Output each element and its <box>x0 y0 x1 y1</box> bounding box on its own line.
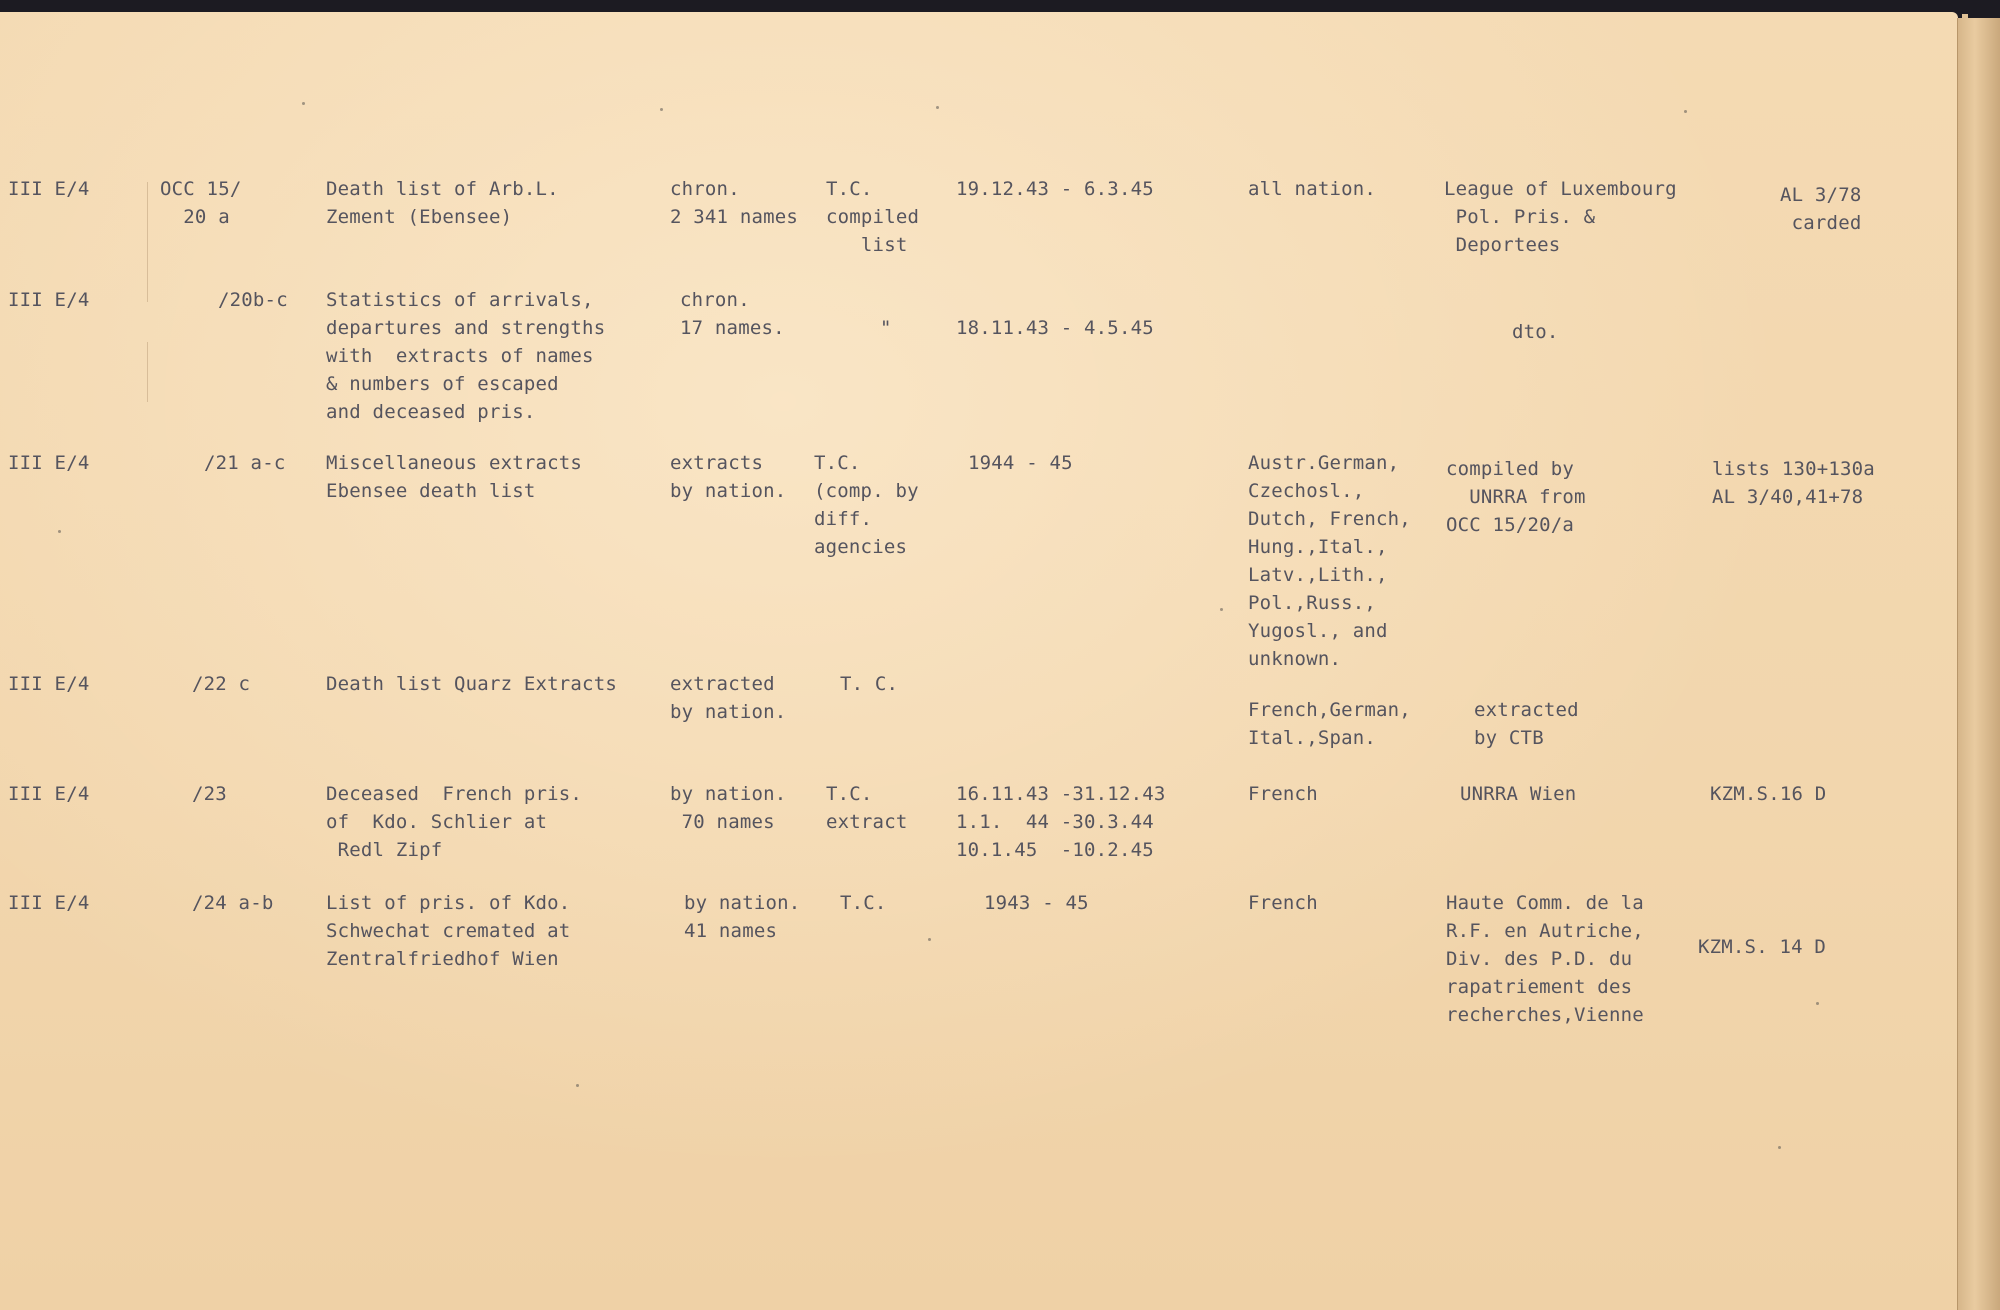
remarks-cell: KZM.S. 14 D <box>1698 936 1827 958</box>
paper-speck <box>1684 110 1687 113</box>
nationality-cell: French <box>1248 892 1318 914</box>
nationality-cell: French,German, Ital.,Span. <box>1248 699 1411 749</box>
paper-speck <box>576 1084 579 1087</box>
nationality-cell: French <box>1248 783 1318 805</box>
number-cell: /23 <box>192 783 227 805</box>
number-cell: /20b-c <box>218 289 288 311</box>
number-cell: /24 a-b <box>192 892 274 914</box>
paper-speck <box>936 106 939 109</box>
ledger-page <box>0 12 1958 1310</box>
remarks-cell: AL 3/78 carded <box>1780 184 1862 234</box>
ref-cell: III E/4 <box>8 178 90 200</box>
description-cell: Death list of Arb.L. Zement (Ebensee) <box>326 178 559 228</box>
arrangement-cell: by nation. 41 names <box>684 892 801 942</box>
type-cell: T.C. compiled list <box>826 178 920 256</box>
remarks-cell: lists 130+130a AL 3/40,41+78 <box>1712 458 1875 508</box>
paper-speck <box>1778 1146 1781 1149</box>
ref-cell: III E/4 <box>8 289 90 311</box>
paper-speck <box>1816 1002 1819 1005</box>
description-cell: Deceased French pris. of Kdo. Schlier at Redl Zipf <box>326 783 583 861</box>
page-stack-edge <box>1957 18 2000 1310</box>
dates-cell: 1943 - 45 <box>984 892 1089 914</box>
description-cell: Statistics of arrivals, departures and strengths with extracts of names & numbers of escaped and deceased pris. <box>326 289 606 423</box>
dates-cell: 1944 - 45 <box>968 452 1073 474</box>
column-rule <box>147 182 148 302</box>
source-cell: UNRRA Wien <box>1460 783 1577 805</box>
ref-cell: III E/4 <box>8 673 90 695</box>
type-cell: T.C. <box>840 892 887 914</box>
source-cell: League of Luxembourg Pol. Pris. & Deportees <box>1444 178 1677 256</box>
type-cell: T. C. <box>840 673 899 695</box>
dates-cell: 16.11.43 -31.12.43 1.1. 44 -30.3.44 10.1.45 -10.2.45 <box>956 783 1166 861</box>
arrangement-cell: chron. 2 341 names <box>670 178 799 228</box>
description-cell: List of pris. of Kdo. Schwechat cremated at Zentralfriedhof Wien <box>326 892 571 970</box>
type-cell: " <box>880 317 892 339</box>
arrangement-cell: by nation. 70 names <box>670 783 787 833</box>
type-cell: T.C. extract <box>826 783 908 833</box>
paper-speck <box>660 108 663 111</box>
dates-cell: 19.12.43 - 6.3.45 <box>956 178 1154 200</box>
ref-cell: III E/4 <box>8 452 90 474</box>
source-cell: dto. <box>1512 321 1559 343</box>
paper-speck <box>928 938 931 941</box>
dates-cell: 18.11.43 - 4.5.45 <box>956 317 1154 339</box>
arrangement-cell: chron. 17 names. <box>680 289 785 339</box>
paper-speck <box>1220 608 1223 611</box>
number-cell: /21 a-c <box>204 452 286 474</box>
paper-speck <box>58 530 61 533</box>
arrangement-cell: extracts by nation. <box>670 452 787 502</box>
number-cell: /22 c <box>192 673 251 695</box>
source-cell: extracted by CTB <box>1474 699 1579 749</box>
source-cell: compiled by UNRRA from OCC 15/20/a <box>1446 458 1586 536</box>
nationality-cell: all nation. <box>1248 178 1377 200</box>
type-cell: T.C. (comp. by diff. agencies <box>814 452 919 558</box>
description-cell: Miscellaneous extracts Ebensee death list <box>326 452 583 502</box>
source-cell: Haute Comm. de la R.F. en Autriche, Div. des P.D. du rapatriement des recherches,Vienne <box>1446 892 1644 1026</box>
remarks-cell: KZM.S.16 D <box>1710 783 1827 805</box>
paper-speck <box>302 102 305 105</box>
number-cell: OCC 15/ 20 a <box>160 178 242 228</box>
description-cell: Death list Quarz Extracts <box>326 673 617 695</box>
ref-cell: III E/4 <box>8 783 90 805</box>
nationality-cell: Austr.German, Czechosl., Dutch, French, Hung.,Ital., Latv.,Lith., Pol.,Russ., Yugosl., and unknown. <box>1248 452 1411 670</box>
ref-cell: III E/4 <box>8 892 90 914</box>
arrangement-cell: extracted by nation. <box>670 673 787 723</box>
column-rule <box>147 342 148 402</box>
